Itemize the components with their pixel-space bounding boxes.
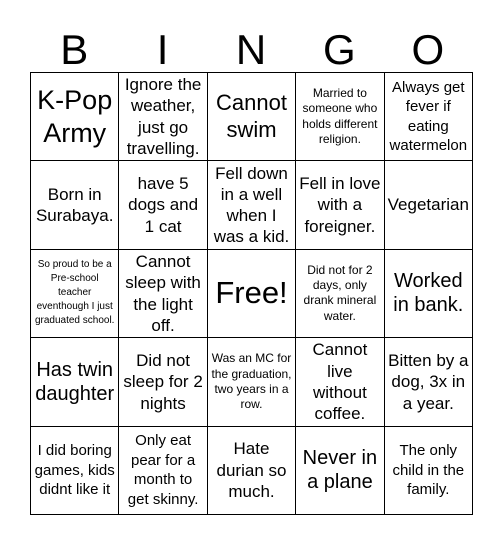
header-letter-b: B (60, 26, 89, 73)
bingo-cell[interactable]: Did not for 2 days, only drank mineral water. (296, 250, 384, 338)
header-letter-n: N (235, 26, 267, 73)
bingo-board (30, 72, 473, 515)
bingo-cell[interactable]: I did boring games, kids didnt like it (31, 427, 119, 515)
bingo-cell[interactable]: Vegetarian (385, 161, 473, 249)
bingo-cell[interactable]: Cannot swim (208, 73, 296, 161)
bingo-cell[interactable]: Ignore the weather, just go travelling. (119, 73, 207, 161)
bingo-cell[interactable]: Cannot live without coffee. (296, 338, 384, 426)
bingo-cell[interactable]: Cannot sleep with the light off. (119, 250, 207, 338)
header-letter-i: I (156, 26, 169, 73)
header-letter-o: O (411, 26, 445, 73)
bingo-cell[interactable]: Only eat pear for a month to get skinny. (119, 427, 207, 515)
bingo-header (30, 26, 472, 74)
bingo-cell[interactable]: have 5 dogs and 1 cat (119, 161, 207, 249)
bingo-cell[interactable]: Bitten by a dog, 3x in a year. (385, 338, 473, 426)
bingo-cell[interactable]: Has twin daughter (31, 338, 119, 426)
bingo-cell[interactable]: K-Pop Army (31, 73, 119, 161)
bingo-cell[interactable]: Never in a plane (296, 427, 384, 515)
bingo-cell[interactable]: So proud to be a Pre-school teacher eventhough I just graduated school. (31, 250, 119, 338)
bingo-cell[interactable]: Did not sleep for 2 nights (119, 338, 207, 426)
bingo-cell[interactable]: Hate durian so much. (208, 427, 296, 515)
bingo-cell[interactable]: The only child in the family. (385, 427, 473, 515)
bingo-cell[interactable]: Worked in bank. (385, 250, 473, 338)
bingo-cell[interactable]: Fell down in a well when I was a kid. (208, 161, 296, 249)
header-letter-g: G (323, 26, 356, 73)
bingo-cell[interactable]: Fell in love with a foreigner. (296, 161, 384, 249)
bingo-cell[interactable]: Was an MC for the graduation, two years in a row. (208, 338, 296, 426)
bingo-cell[interactable]: Married to someone who holds different religion. (296, 73, 384, 161)
bingo-cell[interactable]: Always get fever if eating watermelon (385, 73, 473, 161)
bingo-cell[interactable]: Born in Surabaya. (31, 161, 119, 249)
free-space-cell[interactable]: Free! (208, 250, 296, 338)
